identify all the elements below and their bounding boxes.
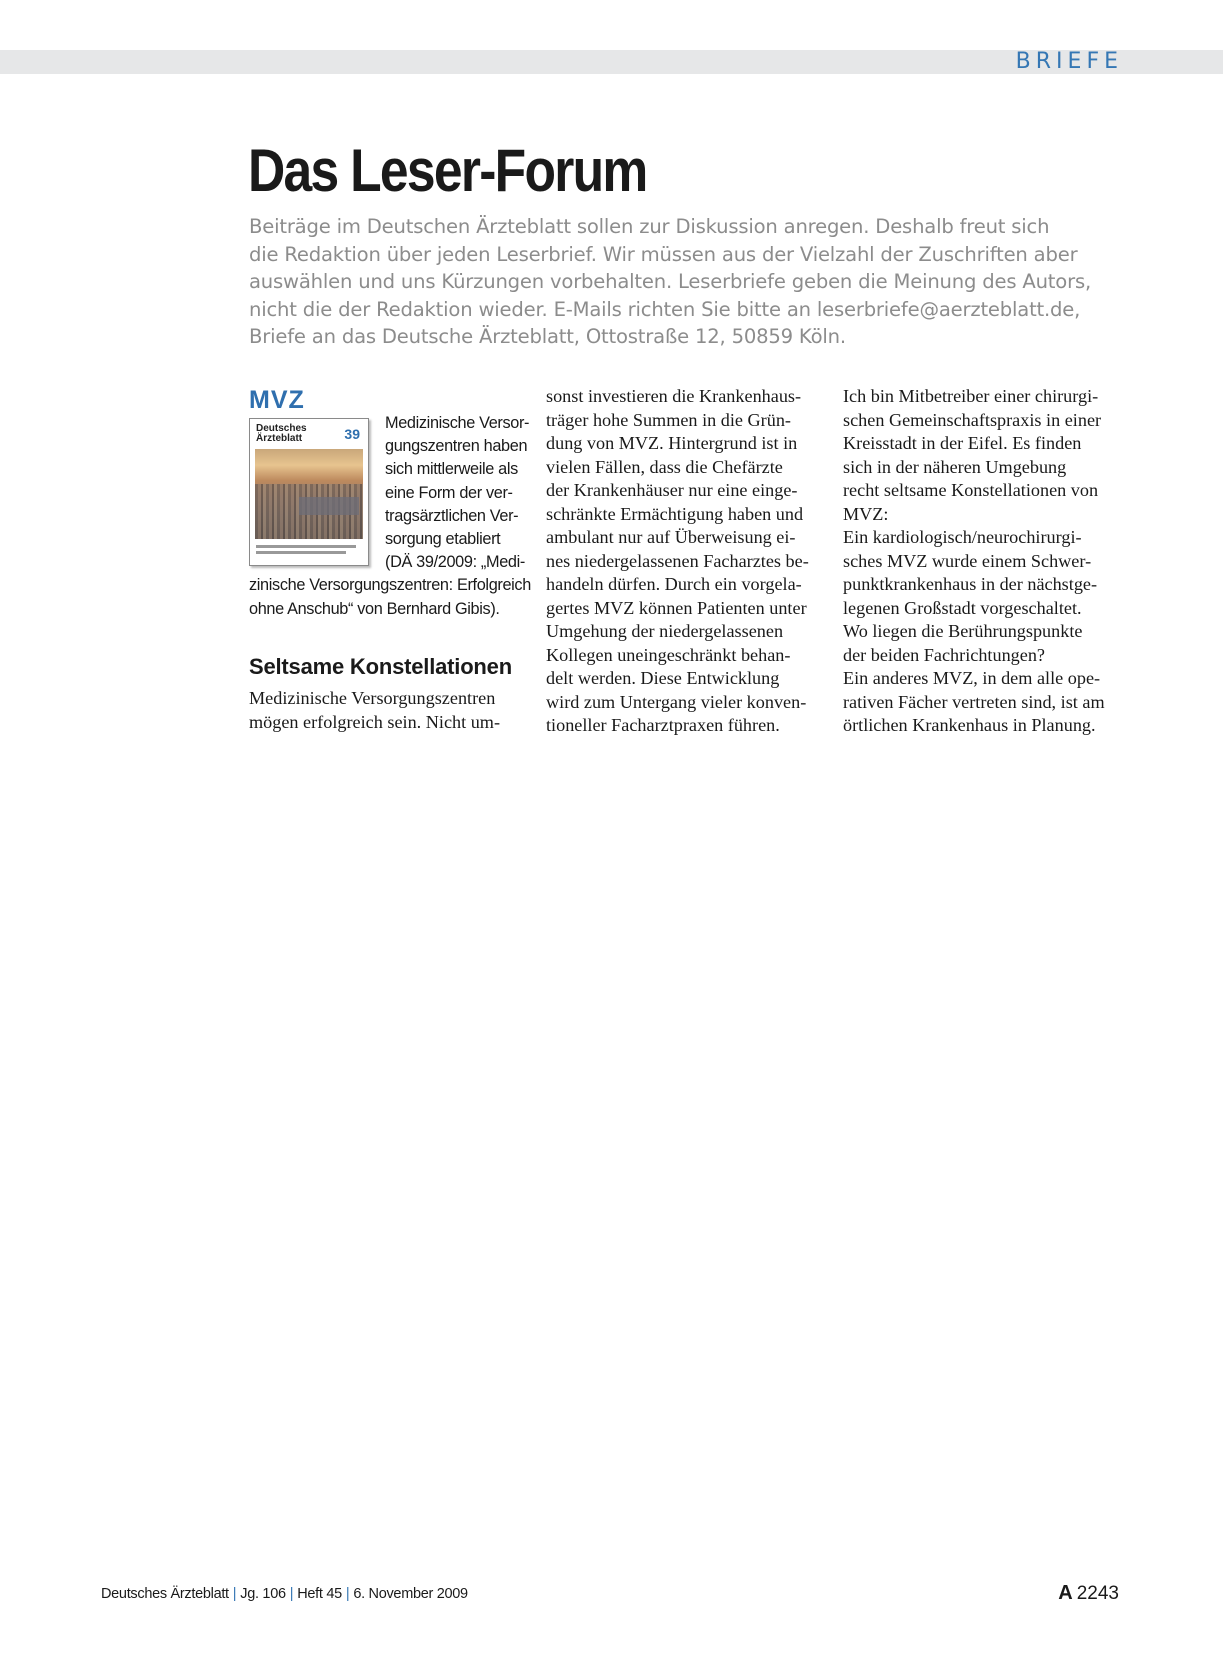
footer-volume: Jg. 106 xyxy=(240,1586,286,1602)
body-line: vielen Fällen, dass die Chefärzte xyxy=(546,456,783,477)
body-line: Umgehung der niedergelassenen xyxy=(546,621,784,641)
page-title: Das Leser-Forum xyxy=(248,137,647,204)
column-1-body xyxy=(249,687,500,734)
body-line: Ein anderes MVZ, in dem alle ope- xyxy=(843,668,1101,688)
section-heading: MVZ xyxy=(249,386,305,414)
footer-journal: Deutsches Ärzteblatt xyxy=(101,1586,229,1602)
body-line: rativen Fächer vertreten sind, ist am xyxy=(843,691,1105,712)
footer-separator: | xyxy=(232,1586,237,1602)
body-line: delt werden. Diese Entwicklung xyxy=(546,668,780,688)
lead-line: eine Form der ver- xyxy=(385,483,513,502)
body-line: ambulant nur auf Überweisung ei- xyxy=(546,527,796,547)
lead-line: ohne Anschub“ von Bernhard Gibis). xyxy=(249,599,500,618)
lead-line: sorgung etabliert xyxy=(385,530,501,549)
body-line: schränkte Ermächtigung haben und xyxy=(546,503,804,524)
body-line: der beiden Fachrichtungen? xyxy=(843,644,1045,665)
column-2 xyxy=(546,385,828,738)
thumbnail-title: Deutsches Ärzteblatt xyxy=(256,423,307,444)
page-prefix: A xyxy=(1058,1582,1073,1604)
body-line: dung von MVZ. Hintergrund ist in xyxy=(546,433,798,453)
body-line: Ich bin Mitbetreiber einer chirurgi- xyxy=(843,386,1099,406)
lead-line: sich mittlerweile als xyxy=(385,460,518,479)
body-line: schen Gemeinschaftspraxis in einer xyxy=(843,409,1102,430)
lead-line: Medizinische Versor- xyxy=(385,414,530,432)
footer-citation xyxy=(101,1582,468,1606)
body-line: sich in der näheren Umgebung xyxy=(843,456,1067,477)
body-line: Ein kardiologisch/neurochirurgi- xyxy=(843,527,1082,547)
footer-separator: | xyxy=(289,1586,294,1602)
body-line: gertes MVZ können Patienten unter xyxy=(546,597,807,618)
column-3 xyxy=(843,385,1125,738)
body-line: örtlichen Krankenhaus in Planung. xyxy=(843,715,1096,735)
footer-date: 6. November 2009 xyxy=(353,1586,468,1602)
intro-line: auswählen und uns Kürzungen vorbehalten. Leserbriefe geben die Meinung des Autors, xyxy=(249,270,1091,293)
lead-text xyxy=(249,412,531,621)
footer-issue: Heft 45 xyxy=(297,1586,342,1602)
body-line: wird zum Untergang vieler konven- xyxy=(546,691,807,712)
lead-line: (DÄ 39/2009: „Medi- xyxy=(385,553,525,572)
intro-line: Briefe an das Deutsche Ärzteblatt, Ottostraße 12, 50859 Köln. xyxy=(249,325,846,348)
lead-line: zinische Versorgungszentren: Erfolgreich xyxy=(249,576,531,595)
body-line: sches MVZ wurde einem Schwer- xyxy=(843,550,1092,571)
body-line: punktkrankenhaus in der nächstge- xyxy=(843,574,1098,594)
thumbnail-issue-number: 39 xyxy=(344,426,360,442)
body-line: handeln dürfen. Durch ein vorgela- xyxy=(546,574,802,594)
body-line: träger hohe Summen in die Grün- xyxy=(546,409,791,430)
body-line: nes niedergelassenen Facharztes be- xyxy=(546,550,809,571)
page-number xyxy=(1058,1579,1119,1607)
body-line: Medizinische Versorgungszentren xyxy=(249,688,496,708)
body-line: der Krankenhäuser nur eine einge- xyxy=(546,480,798,500)
body-line: Kreisstadt in der Eifel. Es finden xyxy=(843,433,1082,453)
letter-subheading: Seltsame Konstellationen xyxy=(249,654,512,679)
body-line: Wo liegen die Berührungspunkte xyxy=(843,621,1083,641)
lead-line: gungszentren haben xyxy=(385,437,528,456)
intro-text xyxy=(249,213,1129,351)
body-line: legenen Großstadt vorgeschaltet. xyxy=(843,597,1082,618)
intro-line: die Redaktion über jeden Leserbrief. Wir müssen aus der Vielzahl der Zuschriften aber xyxy=(249,242,1078,266)
body-line: recht seltsame Konstellationen von xyxy=(843,480,1099,500)
section-label: BRIEFE xyxy=(1015,49,1123,74)
body-line: Kollegen uneingeschränkt behan- xyxy=(546,644,791,665)
intro-line: Beiträge im Deutschen Ärzteblatt sollen zur Diskussion anregen. Deshalb freut sich xyxy=(249,215,1050,238)
body-line: sonst investieren die Krankenhaus- xyxy=(546,386,802,406)
page-number-value: 2243 xyxy=(1076,1583,1119,1604)
intro-line: nicht die der Redaktion wieder. E-Mails richten Sie bitte an leserbriefe@aerzteblatt.de, xyxy=(249,297,1081,321)
lead-line: tragsärztlichen Ver- xyxy=(385,506,519,525)
footer-separator: | xyxy=(345,1586,350,1602)
column-1 xyxy=(249,385,531,732)
body-line: MVZ: xyxy=(843,503,889,524)
body-line: tioneller Facharztpraxen führen. xyxy=(546,715,780,735)
body-line: mögen erfolgreich sein. Nicht um- xyxy=(249,711,501,732)
